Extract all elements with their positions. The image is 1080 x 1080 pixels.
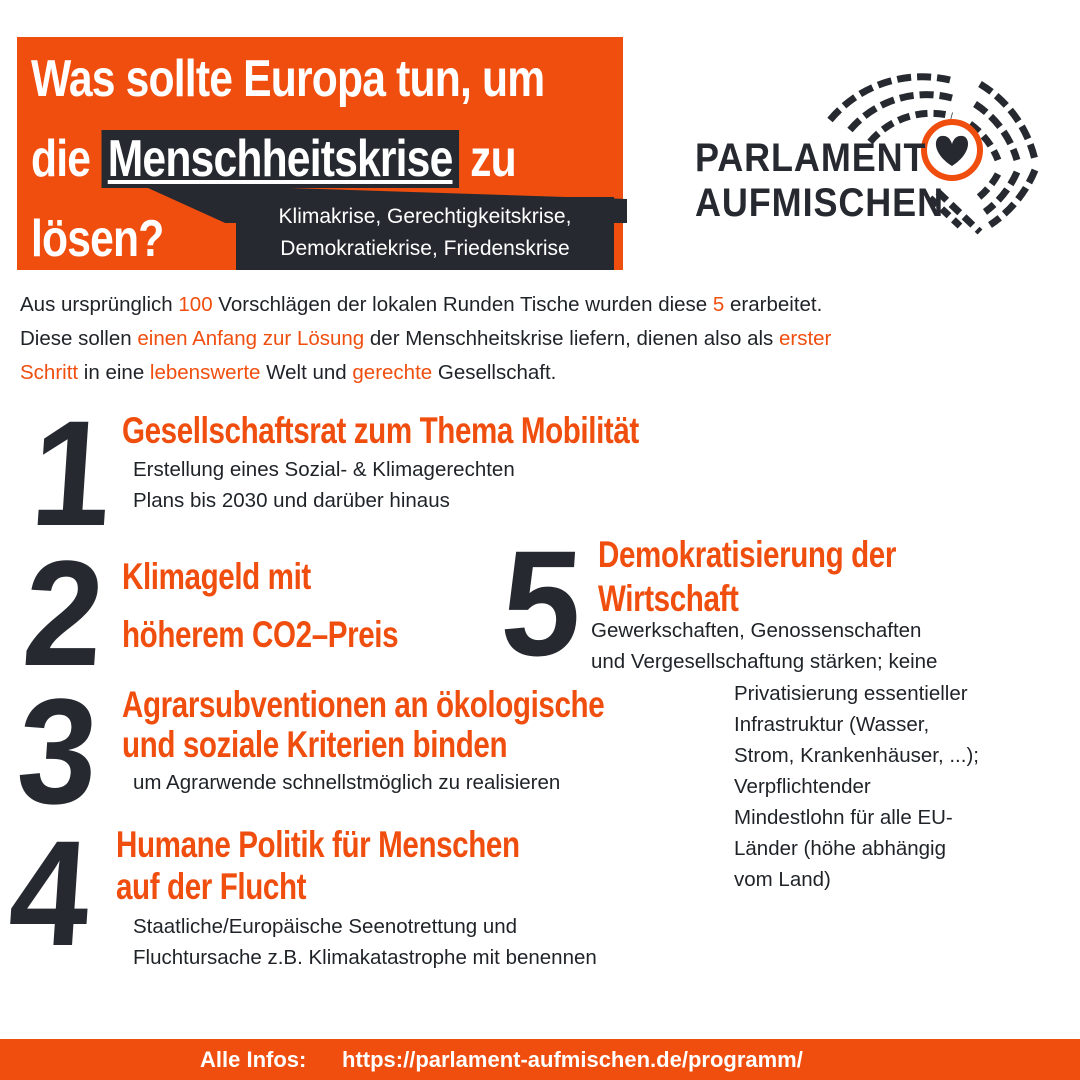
item-5-text-line: Infrastruktur (Wasser, [734,713,930,736]
item-1-text-line: Plans bis 2030 und darüber hinaus [133,489,450,512]
subtitle-line-2: Demokratiekrise, Friedenskrise [280,237,570,260]
item-number-4: 4 [4,809,95,977]
item-1-text [133,454,515,516]
item-4-text-line: Staatliche/Europäische Seenotrettung und [133,915,518,938]
item-5-text-line: Privatisierung essentieller [734,682,968,705]
subtitle-line-1: Klimakrise, Gerechtigkeitskrise, [278,205,572,228]
footer-label: Alle Infos: [200,1047,307,1072]
item-4-text [133,911,597,973]
item-number-3: 3 [12,667,103,835]
title-line-2-pre: die [31,130,102,188]
title-line-1: Was sollte Europa tun, um [31,50,545,108]
logo-text-line-2: AUFMISCHEN [695,181,945,225]
intro-highlight: einen Anfang zur Lösung [137,327,365,350]
item-5-text-line: Strom, Krankenhäuser, ...); [734,744,979,767]
item-1-text-line: Erstellung eines Sozial- & Klimagerechten [133,458,515,481]
item-4-heading-line-2: auf der Flucht [116,866,307,907]
intro-highlight: 5 [712,293,725,316]
intro-text: Vorschlägen der lokalen Runden Tische wurden diese [212,293,713,316]
intro-highlight: 100 [178,293,213,316]
item-3-text: um Agrarwende schnellstmöglich zu realisieren [133,771,561,794]
intro-text: erarbeitet. [724,293,823,316]
intro-text: Gesellschaft. [432,361,557,384]
item-3-heading-line-1: Agrarsubventionen an ökologische [122,684,605,725]
item-number-5: 5 [496,519,587,687]
item-5-text-line: vom Land) [734,868,831,891]
intro-highlight: lebenswerte [149,361,261,384]
intro-highlight: gerechte [352,361,433,384]
item-4-text-line: Fluchtursache z.B. Klimakatastrophe mit benennen [133,946,597,969]
item-2-heading-line-2: höherem CO2–Preis [122,614,399,655]
item-5-text-line: Länder (höhe abhängig [734,837,947,860]
title-line-2 [31,130,516,188]
intro-highlight: Schritt [20,361,79,384]
item-5-text-line: Verpflichtender [734,775,871,798]
item-5-heading-line-2: Wirtschaft [598,578,739,619]
item-3-heading-line-2: und soziale Kriterien binden [122,724,508,765]
item-2-heading-line-1: Klimageld mit [122,556,311,597]
intro-text: Diese sollen [20,327,138,350]
item-5-text-line: Gewerkschaften, Genossenschaften [591,619,922,642]
intro-paragraph [20,288,1070,390]
item-number-2: 2 [18,529,109,697]
title-line-3: lösen? [31,210,164,268]
item-1-heading: Gesellschaftsrat zum Thema Mobilität [122,410,639,451]
footer-link[interactable]: https://parlament-aufmischen.de/programm/ [342,1047,803,1072]
footer-bar [0,1039,1080,1080]
item-4-heading-line-1: Humane Politik für Menschen [116,824,520,865]
item-5-text-narrow [734,678,979,895]
item-5-text-wide [591,615,937,677]
item-number-1: 1 [26,389,117,557]
item-5-heading-line-1: Demokratisierung der [598,534,896,575]
item-5-text-line: und Vergesellschaftung stärken; keine [591,650,938,673]
item-5-text-line: Mindestlohn für alle EU- [734,806,953,829]
intro-text: Aus ursprünglich [20,293,179,316]
subtitle-box [236,197,614,270]
intro-text: in eine [78,361,150,384]
title-line-2-post: zu [459,130,516,188]
title-highlight: Menschheitskrise [101,130,459,188]
intro-text: Welt und [260,361,353,384]
intro-highlight: erster [778,327,832,350]
logo-text-line-1: PARLAMENT [695,136,927,180]
intro-text: der Menschheitskrise liefern, dienen also als [364,327,779,350]
